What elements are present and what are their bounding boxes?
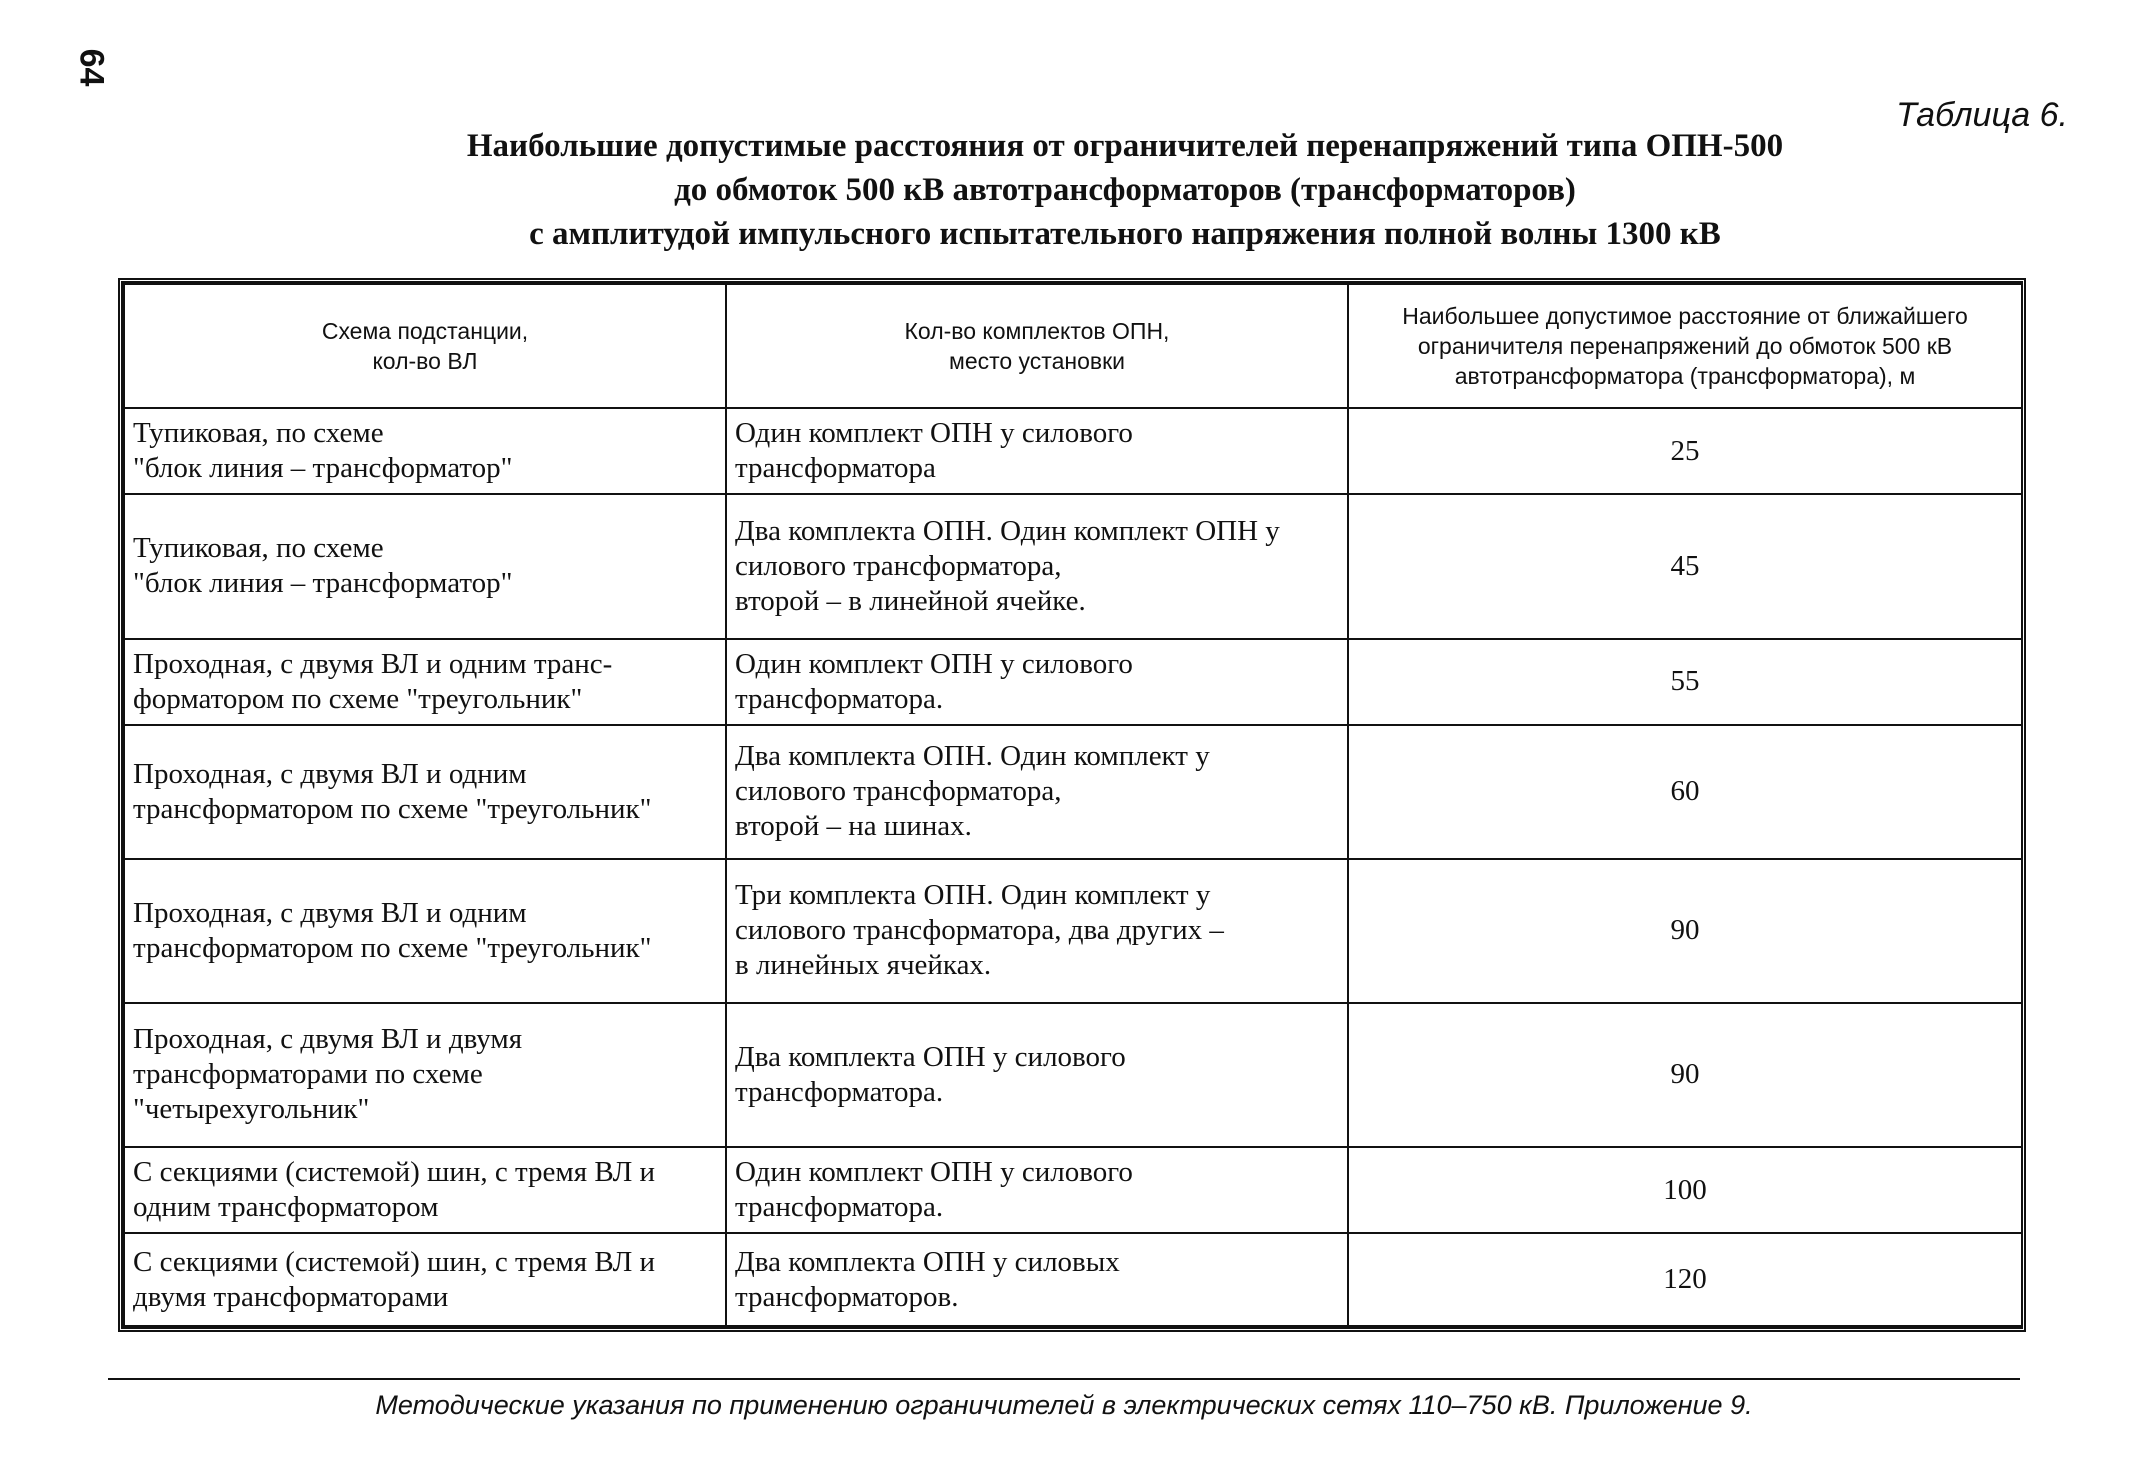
cell-line: Один комплект ОПН у силового <box>735 1156 1133 1189</box>
opn-cell <box>726 725 1348 859</box>
opn-cell <box>726 859 1348 1003</box>
scheme-cell <box>124 1147 726 1233</box>
cell-line: Два комплекта ОПН у силовых <box>735 1245 1120 1278</box>
cell-line: Два комплекта ОПН. Один комплект ОПН у <box>735 514 1280 547</box>
cell-line: силового трансформатора, <box>735 549 1062 582</box>
table-label: Таблица 6. <box>1896 96 2068 134</box>
table-row <box>124 859 2022 1003</box>
header-line: кол-во ВЛ <box>372 348 478 374</box>
distance-cell: 90 <box>1348 1003 2022 1147</box>
cell-line: "четырехугольник" <box>133 1093 370 1126</box>
table-title <box>300 124 1950 256</box>
cell-line: форматором по схеме "треугольник" <box>133 682 583 715</box>
title-line: Наибольшие допустимые расстояния от ограничителей перенапряжений типа ОПН-500 <box>466 128 1784 164</box>
distance-cell: 45 <box>1348 494 2022 638</box>
header-line: ограничителя перенапряжений до обмоток 500 кВ <box>1417 333 1953 359</box>
cell-line: Проходная, с двумя ВЛ и одним <box>133 896 527 929</box>
cell-line: Проходная, с двумя ВЛ и двумя <box>133 1023 523 1056</box>
cell-line: "блок линия – трансформатор" <box>133 567 513 600</box>
header-line: автотрансформатора (трансформатора), м <box>1454 363 1916 389</box>
footer-divider <box>108 1378 2020 1380</box>
title-line: до обмоток 500 кВ автотрансформаторов (трансформаторов) <box>674 172 1576 208</box>
footer-text: Методические указания по применению ограничителей в электрических сетях 110–750 кВ. Приложение 9. <box>375 1390 1753 1420</box>
distance-table <box>118 278 2026 1332</box>
cell-line: С секциями (системой) шин, с тремя ВЛ и <box>133 1245 656 1278</box>
cell-line: второй – на шинах. <box>735 810 972 843</box>
scheme-cell <box>124 494 726 638</box>
distance-cell: 120 <box>1348 1233 2022 1326</box>
opn-cell <box>726 1147 1348 1233</box>
table-row <box>124 408 2022 494</box>
cell-line: трансформатором по схеме "треугольник" <box>133 931 652 964</box>
opn-cell <box>726 1003 1348 1147</box>
cell-line: второй – в линейной ячейке. <box>735 584 1086 617</box>
header-scheme <box>124 284 726 408</box>
cell-line: трансформатора <box>735 452 936 485</box>
cell-line: Два комплекта ОПН у силового <box>735 1040 1126 1073</box>
cell-line: Два комплекта ОПН. Один комплект у <box>735 740 1210 773</box>
table-row <box>124 725 2022 859</box>
header-opn <box>726 284 1348 408</box>
scheme-cell <box>124 408 726 494</box>
header-line: Схема подстанции, <box>321 318 529 344</box>
cell-line: силового трансформатора, <box>735 775 1062 808</box>
scheme-cell <box>124 725 726 859</box>
scheme-cell <box>124 1233 726 1326</box>
opn-cell <box>726 408 1348 494</box>
cell-line: Один комплект ОПН у силового <box>735 647 1133 680</box>
opn-cell <box>726 494 1348 638</box>
cell-line: "блок линия – трансформатор" <box>133 452 513 485</box>
cell-line: Один комплект ОПН у силового <box>735 417 1133 450</box>
header-distance <box>1348 284 2022 408</box>
table-row <box>124 1003 2022 1147</box>
cell-line: Тупиковая, по схеме <box>133 417 384 450</box>
cell-line: С секциями (системой) шин, с тремя ВЛ и <box>133 1156 656 1189</box>
table-row <box>124 1233 2022 1326</box>
header-line: Кол-во комплектов ОПН, <box>904 318 1170 344</box>
cell-line: двумя трансформаторами <box>133 1280 449 1313</box>
distance-cell: 90 <box>1348 859 2022 1003</box>
cell-line: трансформаторами по схеме <box>133 1058 483 1091</box>
header-line: место установки <box>949 348 1125 374</box>
distance-cell: 60 <box>1348 725 2022 859</box>
page-number: 64 <box>72 48 111 87</box>
table-row <box>124 494 2022 638</box>
header-line: Наибольшее допустимое расстояние от ближайшего <box>1402 303 1968 329</box>
cell-line: силового трансформатора, два других – <box>735 914 1224 947</box>
title-line: с амплитудой импульсного испытательного напряжения полной волны 1300 кВ <box>529 216 1721 252</box>
scheme-cell <box>124 1003 726 1147</box>
cell-line: трансформатора. <box>735 682 944 715</box>
table-row <box>124 1147 2022 1233</box>
cell-line: трансформаторов. <box>735 1280 959 1313</box>
cell-line: Тупиковая, по схеме <box>133 532 384 565</box>
distance-cell: 100 <box>1348 1147 2022 1233</box>
table-grid <box>123 283 2023 1327</box>
scheme-cell <box>124 639 726 725</box>
cell-line: одним трансформатором <box>133 1191 439 1224</box>
table-row <box>124 639 2022 725</box>
cell-line: трансформатора. <box>735 1191 944 1224</box>
cell-line: в линейных ячейках. <box>735 949 992 982</box>
opn-cell <box>726 639 1348 725</box>
distance-cell: 25 <box>1348 408 2022 494</box>
scheme-cell <box>124 859 726 1003</box>
cell-line: Три комплекта ОПН. Один комплект у <box>735 879 1211 912</box>
cell-line: Проходная, с двумя ВЛ и одним <box>133 757 527 790</box>
cell-line: трансформатором по схеме "треугольник" <box>133 792 652 825</box>
opn-cell <box>726 1233 1348 1326</box>
cell-line: трансформатора. <box>735 1075 944 1108</box>
distance-cell: 55 <box>1348 639 2022 725</box>
cell-line: Проходная, с двумя ВЛ и одним транс- <box>133 647 613 680</box>
header-row <box>124 284 2022 408</box>
